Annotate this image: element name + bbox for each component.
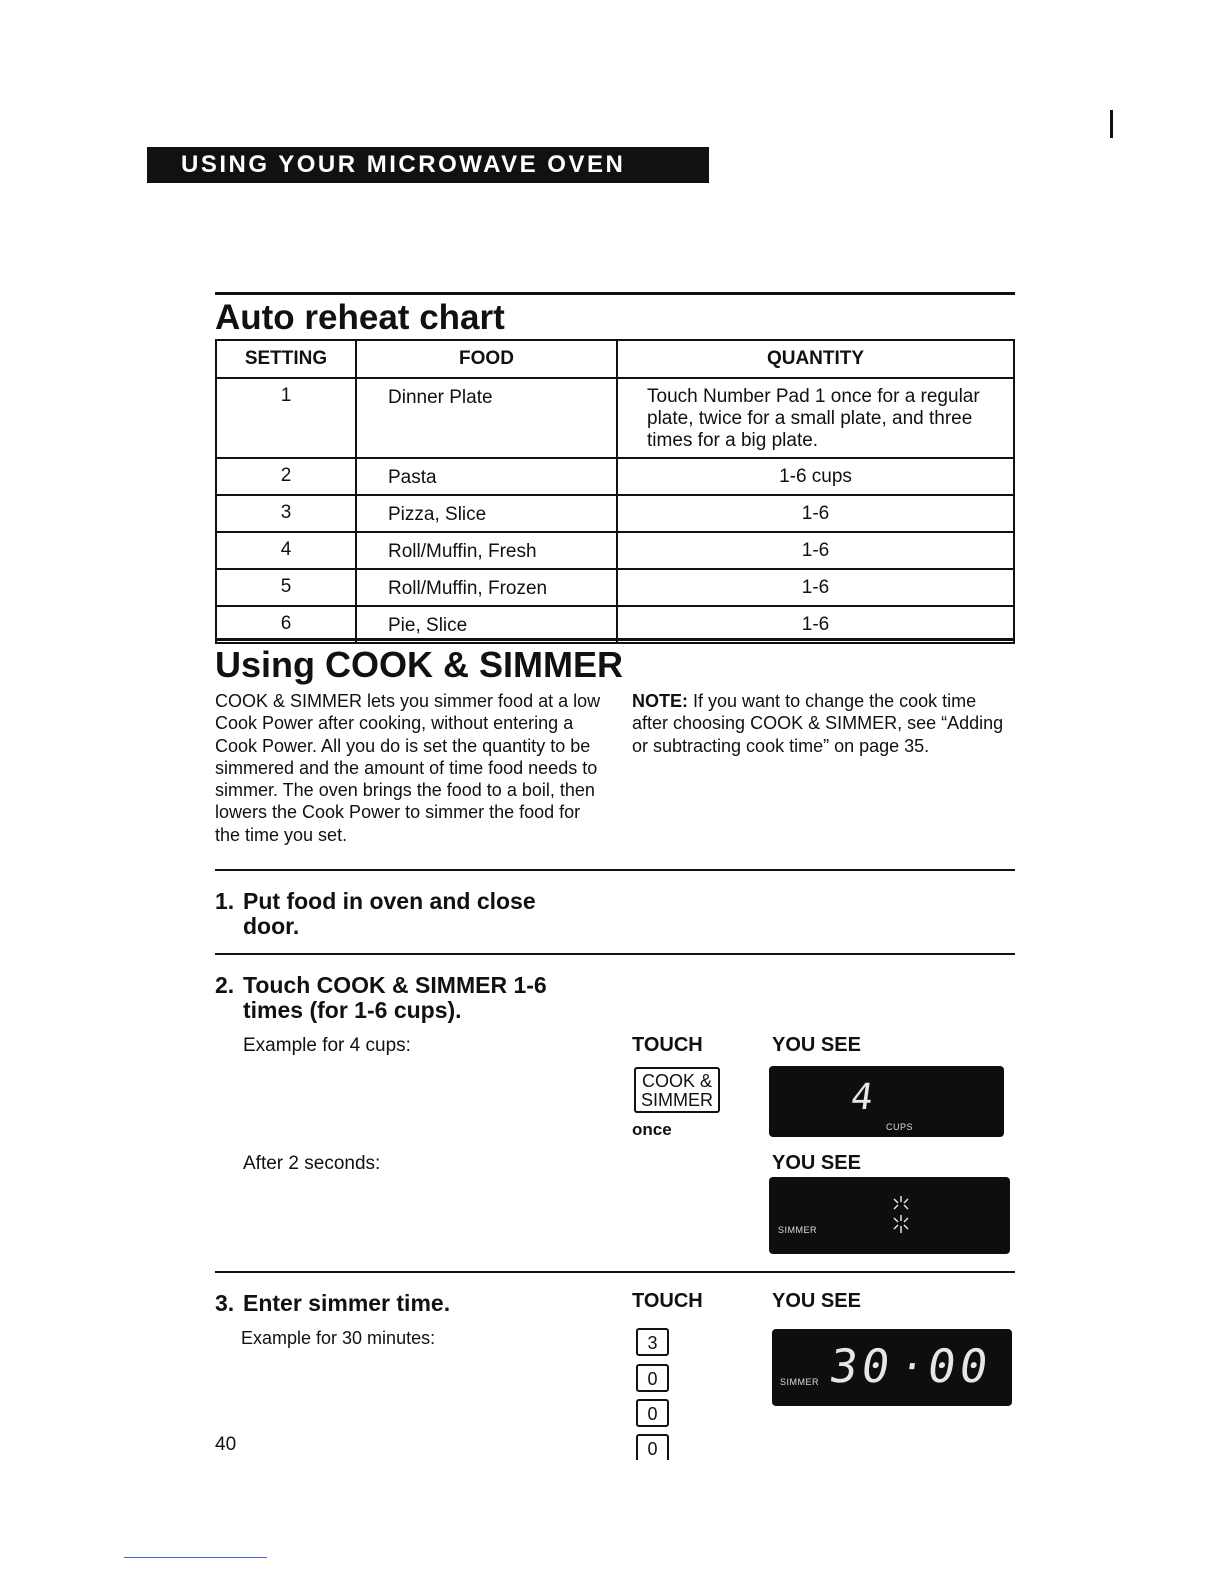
food-cell: Dinner Plate — [356, 378, 617, 458]
cook-simmer-title: Using COOK & SIMMER — [215, 644, 624, 685]
display-indicator: SIMMER — [778, 1225, 817, 1235]
step-1-title — [215, 888, 635, 944]
display-simmer — [769, 1177, 1010, 1254]
column-header-food: FOOD — [356, 340, 617, 378]
setting-cell: 4 — [216, 532, 356, 569]
number-key-0[interactable]: 0 — [636, 1399, 669, 1427]
quantity-cell: 1-6 cups — [617, 458, 1014, 495]
number-key-0[interactable]: 0 — [636, 1364, 669, 1392]
number-key-3[interactable]: 3 — [636, 1328, 669, 1356]
auto-reheat-table — [215, 339, 1015, 644]
quantity-cell: 1-6 — [617, 495, 1014, 532]
step-number: 2. — [215, 972, 235, 998]
cook-simmer-key[interactable] — [634, 1067, 720, 1113]
quantity-cell: Touch Number Pad 1 once for a regular plate, twice for a small plate, and three times for a big plate. — [617, 378, 1014, 458]
setting-cell: 2 — [216, 458, 356, 495]
table-header-row — [216, 340, 1014, 378]
section-rule — [215, 638, 1015, 641]
food-cell: Pasta — [356, 458, 617, 495]
touch-heading: TOUCH — [632, 1034, 703, 1056]
setting-cell: 6 — [216, 606, 356, 643]
step-title-line: times (for 1-6 cups). — [243, 997, 462, 1023]
display-digit: 4 — [848, 1077, 876, 1118]
table-row — [216, 569, 1014, 606]
section-banner: USING YOUR MICROWAVE OVEN — [147, 147, 709, 183]
example-label: Example for 30 minutes: — [241, 1328, 436, 1348]
quantity-cell: 1-6 — [617, 569, 1014, 606]
table-row — [216, 378, 1014, 458]
table-row — [216, 458, 1014, 495]
setting-cell: 3 — [216, 495, 356, 532]
step-title-line: door. — [243, 913, 300, 939]
quantity-cell: 1-6 — [617, 606, 1014, 643]
note-text: If you want to change the cook time after choosing COOK & SIMMER, see “Adding or subtracting cook time” on page 35. — [632, 691, 1004, 756]
display-digits: 30 — [826, 1339, 898, 1393]
you-see-heading: YOU SEE — [772, 1290, 861, 1312]
setting-cell: 1 — [216, 378, 356, 458]
step-title-line: Touch COOK & SIMMER 1-6 — [243, 972, 547, 998]
example-label: Example for 4 cups: — [243, 1035, 411, 1056]
number-key-0[interactable]: 0 — [636, 1434, 669, 1460]
setting-cell: 5 — [216, 569, 356, 606]
food-cell: Roll/Muffin, Fresh — [356, 532, 617, 569]
touch-heading: TOUCH — [632, 1290, 703, 1312]
table-row — [216, 532, 1014, 569]
key-press-count: once — [632, 1120, 672, 1139]
step-3-title — [215, 1290, 635, 1320]
display-cups — [769, 1066, 1004, 1137]
step-divider — [215, 869, 1015, 871]
page-edge-mark — [1110, 110, 1113, 138]
blinking-segment-icon — [887, 1193, 915, 1237]
step-number: 3. — [215, 1290, 235, 1316]
cook-simmer-intro: COOK & SIMMER lets you simmer food at a low Cook Power after cooking, without entering a Cook Power. All you do is set the quantity to be simmered and the amount of time food needs to simmer. The oven brings the food to a boil, then lowers the Cook Power to simmer the food for the time you set. — [215, 691, 601, 845]
section-rule — [215, 292, 1015, 295]
step-number: 1. — [215, 888, 235, 914]
column-header-quantity: QUANTITY — [617, 340, 1014, 378]
after-label: After 2 seconds: — [243, 1153, 381, 1174]
display-simmer-time — [772, 1329, 1012, 1406]
display-separator: · — [896, 1344, 928, 1390]
food-cell: Pie, Slice — [356, 606, 617, 643]
display-indicator: CUPS — [886, 1122, 914, 1132]
quantity-cell: 1-6 — [617, 532, 1014, 569]
page-number: 40 — [215, 1434, 237, 1455]
display-digits: 00 — [924, 1339, 996, 1393]
step-2-title — [215, 972, 635, 1028]
you-see-heading: YOU SEE — [772, 1034, 861, 1056]
note-label: NOTE: — [632, 691, 688, 711]
food-cell: Pizza, Slice — [356, 495, 617, 532]
table-row — [216, 495, 1014, 532]
step-divider — [215, 1271, 1015, 1273]
step-divider — [215, 953, 1015, 955]
step-title-line: Enter simmer time. — [243, 1290, 451, 1316]
food-cell: Roll/Muffin, Frozen — [356, 569, 617, 606]
footer-rule — [124, 1557, 267, 1558]
column-header-setting: SETTING — [216, 340, 356, 378]
key-label: SIMMER — [641, 1090, 713, 1110]
you-see-heading: YOU SEE — [772, 1152, 861, 1174]
auto-reheat-title: Auto reheat chart — [215, 298, 505, 337]
step-title-line: Put food in oven and close — [243, 888, 536, 914]
display-indicator: SIMMER — [780, 1377, 819, 1387]
key-label: COOK & — [641, 1071, 712, 1091]
cook-simmer-note — [632, 690, 1017, 757]
